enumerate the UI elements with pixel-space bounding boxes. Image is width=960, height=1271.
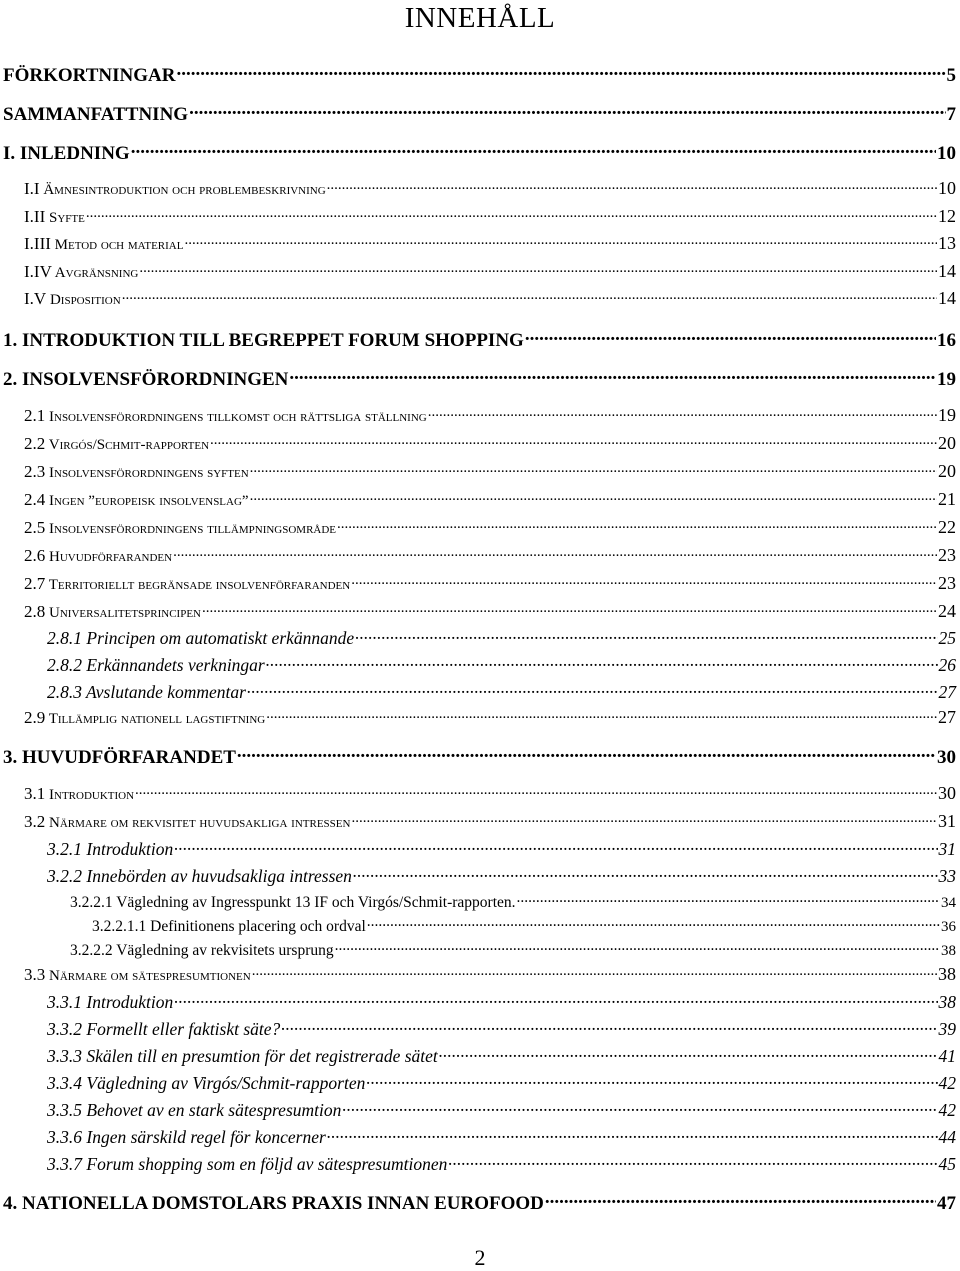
toc-entry-label: 3. HUVUDFÖRFARANDET: [3, 747, 236, 768]
toc-entry[interactable]: [24, 233, 956, 254]
toc-entry-page: 20: [938, 461, 956, 481]
toc-entry-page: 38: [938, 991, 956, 1012]
toc-entry-number: I.I: [24, 179, 40, 198]
toc-entry-label: 2.8.1 Principen om automatiskt erkännande: [47, 627, 355, 648]
toc-entry[interactable]: [3, 62, 956, 87]
toc-entry-page: 44: [938, 1126, 956, 1147]
toc-entry-label: 3.3.1 Introduktion: [47, 991, 174, 1012]
toc-entry[interactable]: [24, 964, 956, 985]
toc-entry-page: 22: [938, 517, 956, 537]
toc-entry-label: 2.8.3 Avslutande kommentar: [47, 681, 246, 702]
toc-entry-label: Närmare om rekvisitet huvudsakliga intressen: [49, 815, 351, 831]
toc-entry-label: 3.3.2 Formellt eller faktiskt säte?: [47, 1018, 281, 1039]
toc-entry-label: 3.3.6 Ingen särskild regel för koncerner: [47, 1126, 326, 1147]
toc-entry[interactable]: [3, 101, 956, 126]
toc-entry-page: 5: [946, 65, 956, 86]
toc-entry[interactable]: [24, 288, 956, 309]
toc-entry-label: 3.2.2.1.1 Definitionens placering och ordval: [92, 917, 366, 935]
toc-entry-number: 2.3: [24, 462, 46, 481]
toc-entry-label: Introduktion: [49, 787, 135, 803]
toc-entry-label: 1. INTRODUKTION TILL BEGREPPET FORUM SHOPPING: [3, 330, 524, 351]
toc-entry-page: 13: [938, 233, 956, 253]
toc-entry-page: 36: [941, 918, 956, 935]
toc-entry-label: Ämnesintroduktion och problembeskrivning: [43, 182, 326, 198]
toc-entry-page: 23: [938, 573, 956, 593]
toc-entry-page: 21: [938, 489, 956, 509]
toc-entry-label: 3.3.7 Forum shopping som en följd av sätespresumtionen: [47, 1153, 448, 1174]
toc-entry-page: 30: [937, 747, 956, 768]
toc-entry-number: 2.5: [24, 518, 46, 537]
toc-entry-page: 19: [937, 369, 956, 390]
toc-entry-page: 42: [938, 1072, 956, 1093]
toc-entry[interactable]: [47, 990, 956, 1013]
toc-entry-label: I. INLEDNING: [3, 143, 130, 164]
toc-entry-page: 41: [938, 1045, 956, 1066]
toc-entry-page: 39: [938, 1018, 956, 1039]
toc-entry-label: Tillämplig nationell lagstiftning: [48, 711, 266, 727]
toc-entry[interactable]: [24, 206, 956, 227]
toc-entry-label: Virgós/Schmit-rapporten: [48, 437, 210, 453]
toc-entry[interactable]: [47, 680, 956, 703]
toc-entry-number: 3.2: [24, 812, 46, 831]
toc-entry-label: 3.2.2.1 Vägledning av Ingresspunkt 13 IF och Virgós/Schmit-rapporten.: [70, 893, 516, 911]
toc-entry-label: 3.2.1 Introduktion: [47, 838, 174, 859]
toc-entry-number: 2.4: [24, 490, 46, 509]
toc-entry[interactable]: [24, 601, 956, 622]
toc-entry-page: 34: [941, 894, 956, 911]
toc-entry-label: SAMMANFATTNING: [3, 104, 189, 125]
toc-entry-page: 31: [938, 811, 956, 831]
toc-entry-number: 2.1: [24, 406, 46, 425]
toc-entry[interactable]: [24, 783, 956, 804]
toc-entry-page: 16: [937, 330, 956, 351]
toc-entry-label: Avgränsning: [54, 265, 139, 281]
toc-entry-page: 23: [938, 545, 956, 565]
toc-entry-page: 33: [938, 865, 956, 886]
toc-entry[interactable]: [47, 1125, 956, 1148]
toc-entry[interactable]: [24, 178, 956, 199]
toc-entry[interactable]: [47, 1098, 956, 1121]
toc-entry[interactable]: [70, 891, 956, 912]
toc-entry-label: 2.8.2 Erkännandets verkningar: [47, 654, 265, 675]
toc-entry-label: 3.2.2 Innebörden av huvudsakliga intressen: [47, 865, 352, 886]
toc-entry[interactable]: [47, 837, 956, 860]
toc-entry-page: 10: [937, 143, 956, 164]
toc-entry-page: 20: [938, 433, 956, 453]
toc-entry[interactable]: [47, 1017, 956, 1040]
toc-entry-number: I.V: [24, 289, 47, 308]
toc-entry-page: 12: [938, 206, 956, 226]
page-title: INNEHÅLL: [404, 2, 556, 34]
toc-entry-number: 3.1: [24, 784, 46, 803]
toc-entry-number: 2.7: [24, 574, 46, 593]
toc-entry-label: Närmare om sätespresumtionen: [49, 968, 251, 984]
toc-entry-page: 10: [938, 178, 956, 198]
toc-entry-page: 26: [938, 654, 956, 675]
toc-entry[interactable]: [24, 461, 956, 482]
toc-entry-page: 24: [938, 601, 956, 621]
toc-entry-label: Universalitetsprincipen: [49, 605, 202, 621]
toc-entry-label: Huvudförfaranden: [49, 549, 173, 565]
toc-entry-page: 45: [938, 1153, 956, 1174]
toc-entry-page: 14: [938, 261, 956, 281]
toc-entry[interactable]: [47, 653, 956, 676]
toc-entry-label: Ingen ”europeisk insolvenslag”: [49, 493, 249, 509]
toc-entry[interactable]: [24, 261, 956, 282]
toc-entry-page: 7: [946, 104, 956, 125]
toc-entry-page: 38: [938, 964, 956, 984]
toc-entry[interactable]: [24, 433, 956, 454]
toc-entry[interactable]: [47, 1071, 956, 1094]
toc-entry-number: 2.6: [24, 546, 46, 565]
toc-entry[interactable]: [3, 366, 956, 391]
toc-entry[interactable]: [47, 1152, 956, 1175]
toc-entry-label: Disposition: [49, 292, 121, 308]
toc-entry-label: Syfte: [48, 210, 85, 226]
toc-entry-page: 27: [938, 707, 956, 727]
toc-entry[interactable]: [24, 707, 956, 728]
toc-entry[interactable]: [3, 744, 956, 769]
page-number: 2: [474, 1245, 486, 1270]
toc-entry[interactable]: [47, 1044, 956, 1067]
toc-entry-page: 42: [938, 1099, 956, 1120]
toc-entry-label: Insolvensförordningens syften: [49, 465, 249, 481]
toc-entry[interactable]: [24, 573, 956, 594]
toc-entry-number: I.III: [24, 234, 51, 253]
toc-entry-label: 2. INSOLVENSFÖRORDNINGEN: [3, 369, 289, 390]
toc-entry[interactable]: [47, 864, 956, 887]
toc-entry-label: 3.3.3 Skälen till en presumtion för det registrerade sätet: [47, 1045, 438, 1066]
toc-entry[interactable]: [24, 545, 956, 566]
toc-entry-label: Territoriellt begränsade insolvenförfaranden: [48, 577, 351, 593]
toc-entry-number: 2.9: [24, 708, 46, 727]
toc-entry-label: Insolvensförordningens tillämpningsområde: [49, 521, 337, 537]
toc-entry[interactable]: [24, 517, 956, 538]
toc-entry-page: 47: [937, 1193, 956, 1214]
toc-entry-page: 38: [941, 942, 956, 959]
toc-entry[interactable]: [70, 939, 956, 960]
toc-entry[interactable]: [47, 626, 956, 649]
toc-entry-page: 14: [938, 288, 956, 308]
toc-entry-number: 2.8: [24, 602, 46, 621]
toc-entry[interactable]: [92, 915, 956, 936]
toc-entry[interactable]: [3, 1190, 956, 1215]
toc-entry-page: 30: [938, 783, 956, 803]
toc-entry-page: 27: [938, 681, 956, 702]
toc-entry-page: 31: [938, 838, 956, 859]
toc-entry[interactable]: [3, 327, 956, 352]
toc-entry[interactable]: [24, 811, 956, 832]
toc-entry-label: Insolvensförordningens tillkomst och rättsliga ställning: [49, 409, 427, 425]
toc-entry-number: 2.2: [24, 434, 46, 453]
toc-entry-number: 3.3: [24, 965, 46, 984]
toc-entry-number: I.IV: [24, 262, 52, 281]
toc-entry[interactable]: [3, 140, 956, 165]
toc-entry-label: 3.3.4 Vägledning av Virgós/Schmit-rapporten: [47, 1072, 366, 1093]
toc-entry-label: FÖRKORTNINGAR: [3, 65, 176, 86]
toc-entry-number: I.II: [24, 207, 46, 226]
toc-entry[interactable]: [24, 489, 956, 510]
toc-entry-label: Metod och material: [54, 237, 184, 253]
toc-entry-label: 4. NATIONELLA DOMSTOLARS PRAXIS INNAN EUROFOOD: [3, 1193, 544, 1214]
toc-entry[interactable]: [24, 405, 956, 426]
toc-entry-page: 19: [938, 405, 956, 425]
toc-entry-label: 3.3.5 Behovet av en stark sätespresumtion: [47, 1099, 342, 1120]
toc-entry-label: 3.2.2.2 Vägledning av rekvisitets ursprung: [70, 941, 334, 959]
toc-entry-page: 25: [938, 627, 956, 648]
